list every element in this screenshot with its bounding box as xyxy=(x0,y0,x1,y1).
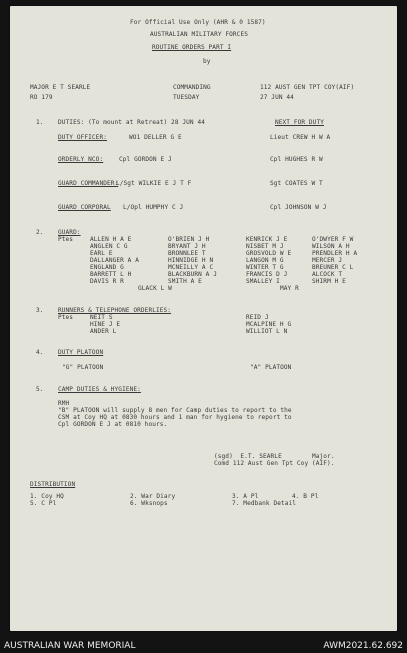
document-page xyxy=(10,6,397,631)
guard-name: FRANCIS D J xyxy=(246,271,288,278)
duty-officer-next: Lieut CREW H W A xyxy=(270,134,331,141)
runner-name: ANDER L xyxy=(90,328,117,335)
guard-corporal-name: L/Opl HUMPHY C J xyxy=(123,204,184,211)
runner-name: WILLIOT L N xyxy=(246,328,288,335)
orderly-nco-next: Cpl HUGHES R W xyxy=(270,156,323,163)
distribution-item: 4. B Pl xyxy=(292,493,319,500)
guard-name: PRENDLER H A xyxy=(312,250,358,257)
distribution-item: 2. War Diary xyxy=(130,493,176,500)
order-day: TUESDAY xyxy=(173,94,200,101)
guard-name: LANGON M G xyxy=(246,257,284,264)
guard-commander-name: L/Sgt WILKIE E J T F xyxy=(116,180,192,187)
guard-name: ALLEN H A E xyxy=(90,236,132,243)
camp-duties-line: "B" PLATOON will supply 8 men for Camp duties to report to the xyxy=(58,407,292,414)
guard-name: MERCER J xyxy=(312,257,343,264)
guard-name: ANGLEN C G xyxy=(90,243,128,250)
guard-name: BRONNLEE T xyxy=(168,250,206,257)
guard-name: WINTER T G xyxy=(246,264,284,271)
guard-name: BRYANT J H xyxy=(168,243,206,250)
distribution-item: 6. Wksnops xyxy=(130,500,168,507)
distribution-title: DISTRIBUTION xyxy=(30,481,76,488)
order-date: 27 JUN 44 xyxy=(260,94,294,101)
signature-line: (sgd) E.T. SEARLE Major. xyxy=(214,453,335,460)
guard-name: GLACK L W xyxy=(138,285,172,292)
guard-name: O'BRIEN J H xyxy=(168,236,210,243)
guard-name: KENRICK J E xyxy=(246,236,288,243)
next-for-duty-heading: NEXT FOR DUTY xyxy=(275,119,324,126)
distribution-item: 3. A Pl xyxy=(232,493,259,500)
section-5-title: CAMP DUTIES & HYGIENE: xyxy=(58,386,141,393)
camp-duties-line: CSM at Coy HQ at 0830 hours and 1 man for hygiene to report to xyxy=(58,414,292,421)
guard-name: O'DWYER F W xyxy=(312,236,354,243)
section-1-number: 1. xyxy=(36,119,44,126)
guard-name: WILSON A H xyxy=(312,243,350,250)
guard-name: SMITH A E xyxy=(168,278,202,285)
accession-number: AWM2021.62.692 xyxy=(323,641,403,651)
runner-name: REID J xyxy=(246,314,269,321)
guard-name: EARL E xyxy=(90,250,113,257)
duty-officer-label: DUTY OFFICER: xyxy=(58,134,107,141)
guard-corporal-next: Cpl JOHNSON W J xyxy=(270,204,327,211)
runner-name: MCALPINE H G xyxy=(246,321,292,328)
routine-orders-heading: ROUTINE ORDERS PART I xyxy=(152,44,232,51)
guard-name: BREUNER C L xyxy=(312,264,354,271)
guard-commander-next: Sgt COATES W T xyxy=(270,180,323,187)
orderly-nco-label: ORDERLY NCO: xyxy=(58,156,104,163)
guard-name: DAVIS R R xyxy=(90,278,124,285)
section-2-title: GUARD: xyxy=(58,229,81,236)
guard-name: SMALLEY I xyxy=(246,278,280,285)
guard-name: SHIRM H E xyxy=(312,278,346,285)
camp-duties-ref: RMH xyxy=(58,400,70,407)
duty-officer-name: WO1 DELLER G E xyxy=(129,134,182,141)
duty-platoon-next: "A" PLATOON xyxy=(250,364,292,371)
forces-heading: AUSTRALIAN MILITARY FORCES xyxy=(150,31,248,38)
guard-corporal-label: GUARD CORPORAL xyxy=(58,204,111,211)
distribution-item: 1. Coy HQ xyxy=(30,493,64,500)
commander-name: MAJOR E T SEARLE xyxy=(30,84,91,91)
duty-platoon-current: "G" PLATOON xyxy=(62,364,104,371)
section-4-number: 4. xyxy=(36,349,44,356)
guard-name: MAY R xyxy=(280,285,299,292)
guard-name: MCNEILLY A C xyxy=(168,264,214,271)
distribution-item: 7. Medbank Detail xyxy=(232,500,297,507)
guard-name: HINNIDGE H N xyxy=(168,257,214,264)
runner-name: HINE J E xyxy=(90,321,121,328)
guard-name: NISBET M J xyxy=(246,243,284,250)
guard-name: ENGLAND G xyxy=(90,264,124,271)
guard-name: ALCOCK T xyxy=(312,271,343,278)
official-use-line: For Official Use Only (AHR & 0 1587) xyxy=(130,19,266,26)
orderly-nco-name: Cpl GORDON E J xyxy=(119,156,172,163)
unit-name: 112 AUST GEN TPT COY(AIF) xyxy=(260,84,355,91)
section-3-number: 3. xyxy=(36,307,44,314)
section-3-title: RUNNERS & TELEPHONE ORDERLIES: xyxy=(58,307,172,314)
section-4-title: DUTY PLATOON xyxy=(58,349,104,356)
camp-duties-line: Cpl GORDON E J at 0810 hours. xyxy=(58,421,168,428)
runners-ptes-label: Ptes xyxy=(58,314,74,321)
distribution-item: 5. C Pl xyxy=(30,500,57,507)
guard-commander-label: GUARD COMMANDER: xyxy=(58,180,119,187)
section-2-number: 2. xyxy=(36,229,44,236)
guard-name: DALLANGER A A xyxy=(90,257,139,264)
runner-name: NEIT S xyxy=(90,314,113,321)
guard-ptes-label: Ptes xyxy=(58,236,74,243)
by-line: by xyxy=(203,58,211,65)
section-1-title: DUTIES: (To mount at Retreat) 28 JUN 44 xyxy=(58,119,205,126)
guard-name: BARRETT L H xyxy=(90,271,132,278)
commanding-label: COMMANDING xyxy=(173,84,211,91)
guard-name: BLACKBURN A J xyxy=(168,271,217,278)
archive-credit: AUSTRALIAN WAR MEMORIAL xyxy=(4,641,136,651)
guard-name: GROSVOLD W E xyxy=(246,250,292,257)
routine-order-number: RO 179 xyxy=(30,94,53,101)
signature-title: Comd 112 Aust Gen Tpt Coy (AIF). xyxy=(214,460,335,467)
section-5-number: 5. xyxy=(36,386,44,393)
